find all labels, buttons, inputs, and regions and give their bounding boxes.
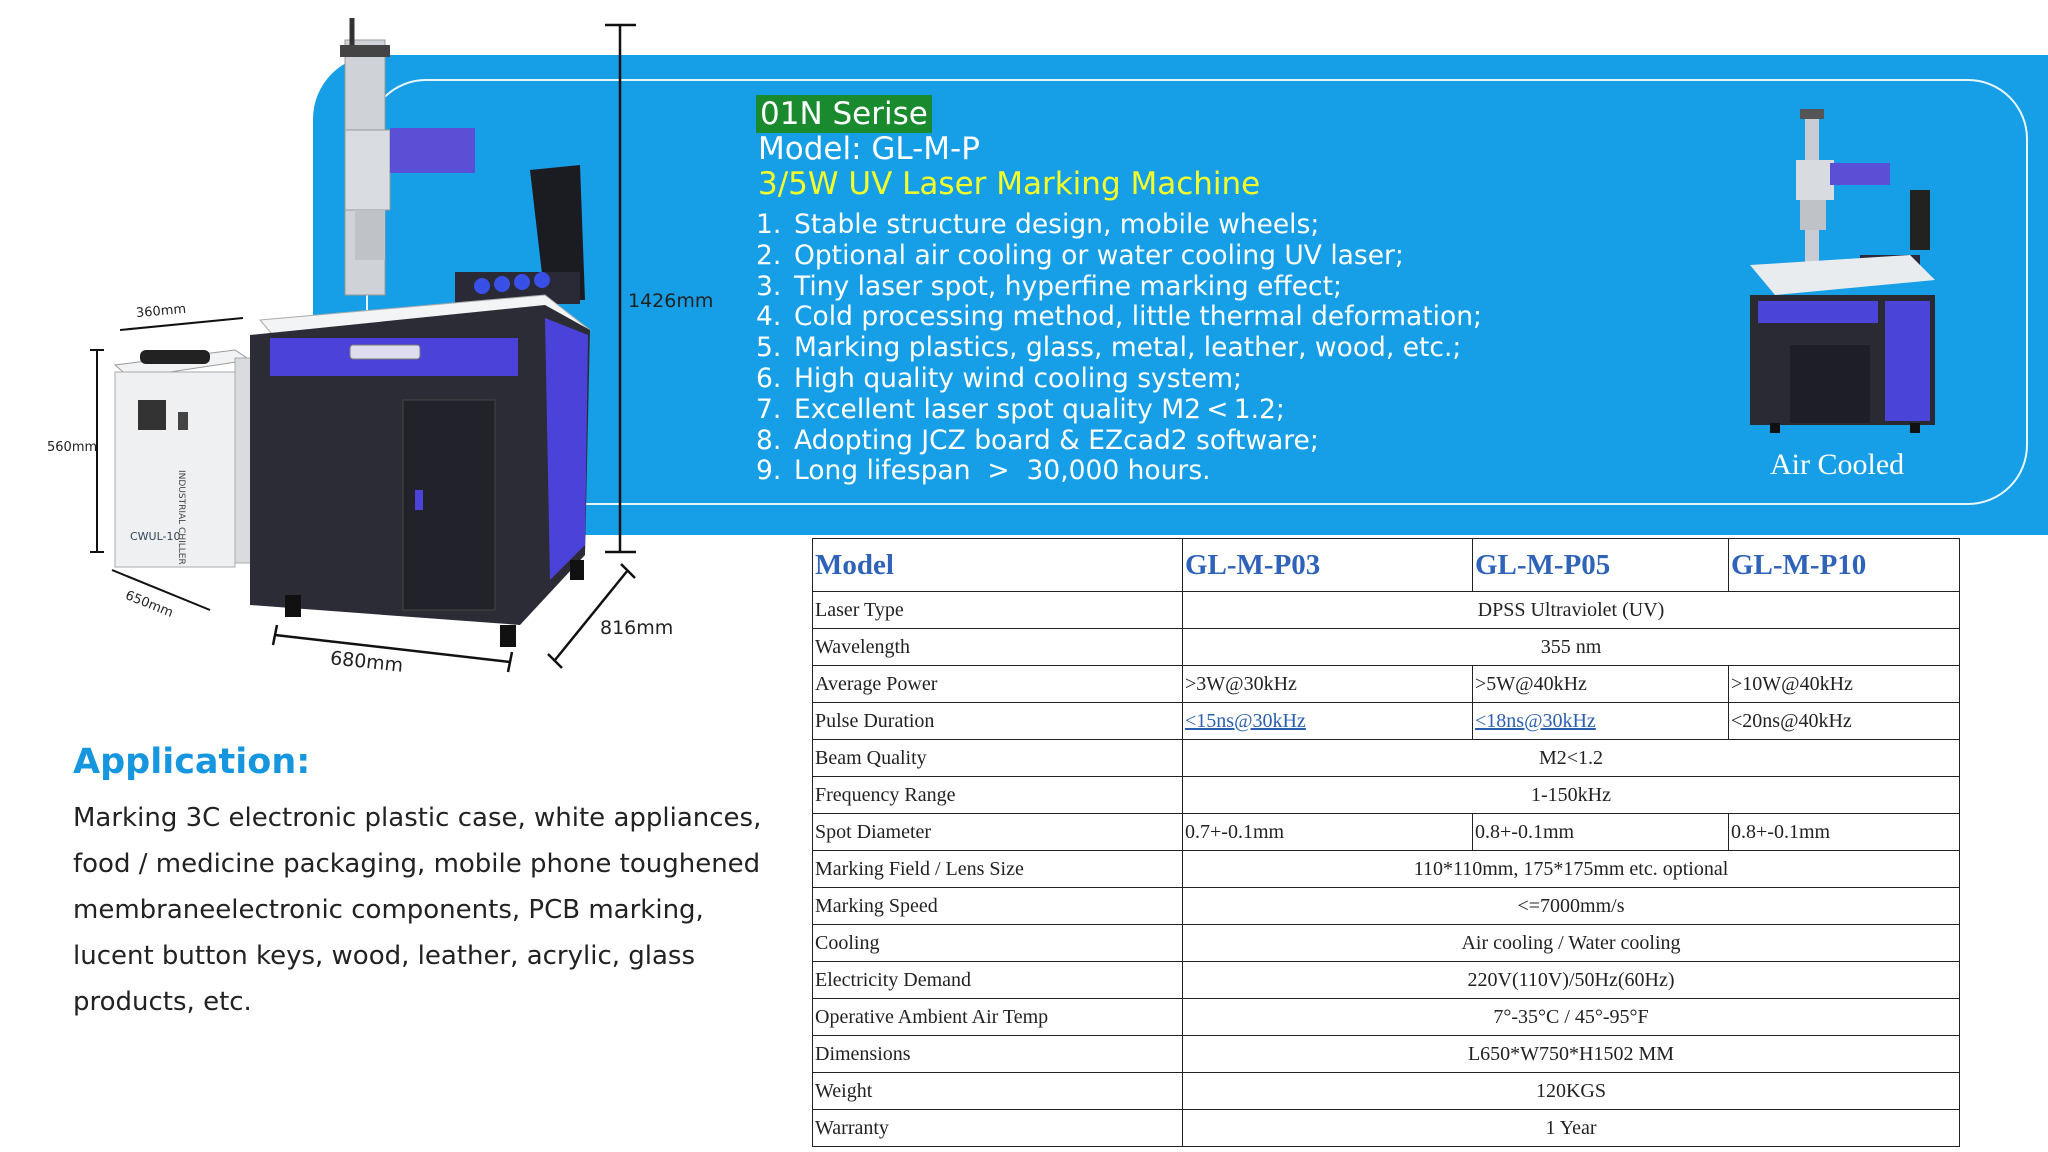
dimension-width: 680mm (329, 647, 405, 677)
feature-item: 2. Optional air cooling or water cooling UV laser; (756, 239, 1404, 271)
dimension-chiller-height: 560mm (47, 440, 98, 455)
row-label: Frequency Range (813, 777, 1183, 814)
feature-item: 7. Excellent laser spot quality M2 < 1.2; (756, 393, 1285, 425)
row-label: Average Power (813, 666, 1183, 703)
row-value: 1 Year (1183, 1110, 1960, 1147)
feature-item: 8. Adopting JCZ board & EZcad2 software; (756, 424, 1319, 456)
air-cooled-label: Air Cooled (1770, 448, 1905, 481)
dimension-chiller-depth: 650mm (123, 588, 176, 621)
dimension-height: 1426mm (628, 290, 714, 312)
row-value (1473, 703, 1729, 740)
header-gl-m-p05: GL-M-P05 (1473, 539, 1729, 592)
table-row (813, 962, 1960, 999)
table-row (813, 629, 1960, 666)
row-value: <20ns@40kHz (1729, 703, 1960, 740)
laser-machine-image (0, 0, 700, 720)
table-row (813, 814, 1960, 851)
pulse-link-p05[interactable]: <18ns@30kHz (1475, 709, 1596, 732)
row-value: 0.7+-0.1mm (1183, 814, 1473, 851)
pulse-link-p03[interactable]: <15ns@30kHz (1185, 709, 1306, 732)
row-value: 120KGS (1183, 1073, 1960, 1110)
table-row (813, 777, 1960, 814)
application-text: Marking 3C electronic plastic case, white appliances, food / medicine packaging, mobile phone toughened membraneelectronic components, PCB marking, lucent button keys, wood, leather, acrylic, glass products, etc. (73, 803, 762, 1017)
row-value (1183, 703, 1473, 740)
table-row (813, 1110, 1960, 1147)
row-label: Marking Field / Lens Size (813, 851, 1183, 888)
row-value: 110*110mm, 175*175mm etc. optional (1183, 851, 1960, 888)
row-value: >10W@40kHz (1729, 666, 1960, 703)
row-value: 1-150kHz (1183, 777, 1960, 814)
row-label: Electricity Demand (813, 962, 1183, 999)
feature-list (756, 210, 1482, 487)
table-row (813, 999, 1960, 1036)
row-value: 0.8+-0.1mm (1473, 814, 1729, 851)
header-gl-m-p03: GL-M-P03 (1183, 539, 1473, 592)
row-label: Operative Ambient Air Temp (813, 999, 1183, 1036)
table-row (813, 740, 1960, 777)
table-row (813, 1036, 1960, 1073)
table-row (813, 888, 1960, 925)
row-label: Warranty (813, 1110, 1183, 1147)
dimension-chiller-width: 360mm (135, 301, 187, 322)
row-label: Laser Type (813, 592, 1183, 629)
table-row (813, 1073, 1960, 1110)
row-label: Cooling (813, 925, 1183, 962)
feature-item: 1. Stable structure design, mobile wheels; (756, 209, 1320, 240)
chiller-brand: CWUL-10 (130, 530, 181, 543)
product-subtitle: 3/5W UV Laser Marking Machine (758, 166, 1261, 202)
feature-item: 9. Long lifespan > 30,000 hours. (756, 455, 1211, 487)
feature-item: 3. Tiny laser spot, hyperfine marking effect; (756, 270, 1342, 302)
row-value: 355 nm (1183, 629, 1960, 666)
row-value: 220V(110V)/50Hz(60Hz) (1183, 962, 1960, 999)
table-row (813, 592, 1960, 629)
header-gl-m-p10: GL-M-P10 (1729, 539, 1960, 592)
air-cooled-machine-image (1740, 105, 1940, 445)
row-value: M2<1.2 (1183, 740, 1960, 777)
table-row (813, 925, 1960, 962)
table-row (813, 666, 1960, 703)
table-header-row (813, 539, 1960, 592)
header-model: Model (813, 539, 1183, 592)
chiller-side-label: INDUSTRIAL CHILLER (176, 470, 186, 565)
spec-table (812, 538, 1960, 1147)
row-label: Beam Quality (813, 740, 1183, 777)
table-row (813, 703, 1960, 740)
series-badge: 01N Serise (756, 95, 932, 133)
model-line: Model: GL-M-P (758, 131, 980, 167)
table-row (813, 851, 1960, 888)
row-value: <=7000mm/s (1183, 888, 1960, 925)
row-value: Air cooling / Water cooling (1183, 925, 1960, 962)
row-value: >3W@30kHz (1183, 666, 1473, 703)
row-value: 7°-35°C / 45°-95°F (1183, 999, 1960, 1036)
row-label: Weight (813, 1073, 1183, 1110)
dimension-depth: 816mm (600, 617, 674, 639)
row-value: >5W@40kHz (1473, 666, 1729, 703)
row-value: 0.8+-0.1mm (1729, 814, 1960, 851)
row-label: Marking Speed (813, 888, 1183, 925)
row-label: Dimensions (813, 1036, 1183, 1073)
row-value: DPSS Ultraviolet (UV) (1183, 592, 1960, 629)
application-title: Application: (73, 742, 311, 782)
feature-item: 6. High quality wind cooling system; (756, 362, 1242, 394)
row-label: Spot Diameter (813, 814, 1183, 851)
row-value: L650*W750*H1502 MM (1183, 1036, 1960, 1073)
row-label: Wavelength (813, 629, 1183, 666)
row-label: Pulse Duration (813, 703, 1183, 740)
feature-item: 5. Marking plastics, glass, metal, leather, wood, etc.; (756, 332, 1462, 364)
feature-item: 4. Cold processing method, little thermal deformation; (756, 301, 1482, 333)
